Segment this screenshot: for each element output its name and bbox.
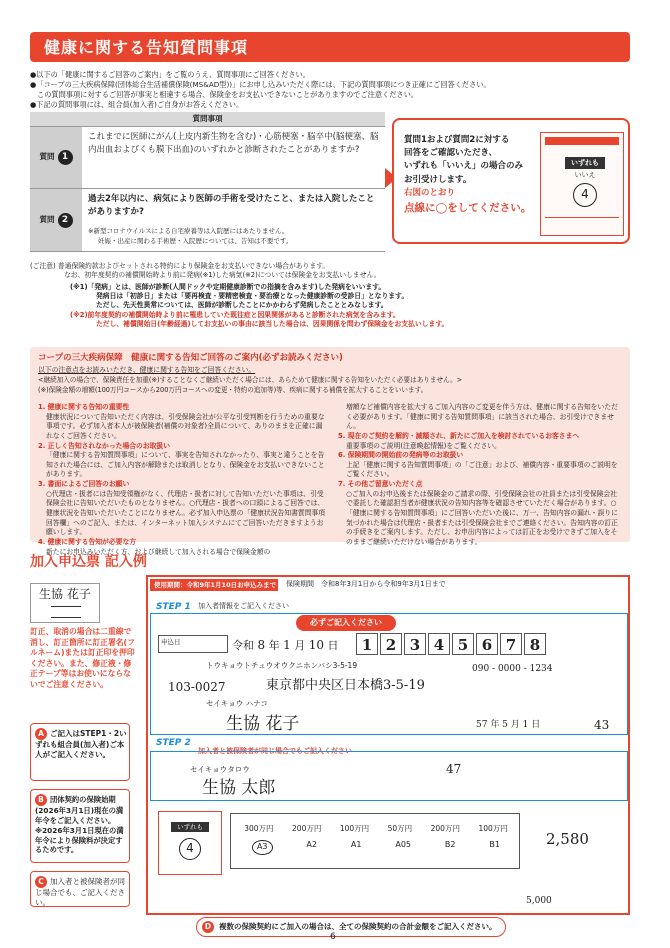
circle-a-icon: A [35, 728, 47, 740]
plan-code[interactable]: B2 [444, 840, 456, 849]
text-6: 上記「健康に関する告知質問事項」の「ご注意」および、補償内容・重要事項のご説明をご覧ください。 [346, 460, 618, 479]
callout-line-6: 点線に◯をしてください。 [404, 201, 532, 214]
correction-sample [30, 583, 100, 623]
plan-price: 200万円 [430, 824, 460, 833]
form-sheet [146, 575, 630, 915]
insured-kana: セイキョウタロウ [190, 765, 250, 774]
digit-6: 6 [476, 633, 498, 655]
plan-codes [235, 840, 517, 855]
period-label: 使用期間：令和9年1月10日お申込みまで [150, 579, 278, 591]
table-header: 質問事項 [30, 112, 385, 126]
answer-callout [392, 118, 630, 244]
important-col-left [38, 403, 328, 557]
q2-number-icon: 2 [58, 213, 73, 228]
text-5: 重要事項のご説明(注意喚起情報)をご覧ください。 [346, 441, 501, 450]
digit-8: 8 [524, 633, 546, 655]
note-b-text [35, 794, 127, 855]
important-sub-2: <継続加入の場合で、保険責任を加重(※)することなくご継続いただく場合には、あらためて健康に関する告知をいただく必要はありません。> [38, 376, 463, 384]
mini-form-example [540, 132, 624, 236]
heading-6: 6. 保険期間の開始前の発病等のお取扱い [338, 451, 464, 460]
plan-price: 50万円 [387, 824, 413, 833]
question-1-label [30, 127, 82, 188]
plan-price: 300万円 [244, 824, 274, 833]
page-title: 健康に関する告知質問事項 [44, 38, 249, 57]
plan-code[interactable]: A1 [350, 840, 362, 849]
date-cell [158, 635, 228, 653]
note-b-content: 団体契約の保険始期(2026年3月1日)現在の満年令をご記入ください。※2026年3月1日現在の満年令により保険料が決定するためです。 [35, 795, 124, 855]
circle-b-icon: B [35, 794, 47, 806]
intro-3: この質問事項に対するご回答が事実と相違する場合、保険金をお支払いできないことがありますのでご注意ください。 [37, 90, 418, 99]
plan-code-selected[interactable]: A3 [252, 840, 273, 855]
callout-text [404, 134, 532, 216]
callout-line-3: いずれも「いいえ」の場合のみ [404, 161, 524, 172]
plan-prices [235, 824, 517, 834]
strike-lines [51, 606, 81, 618]
plan-price: 100万円 [339, 824, 370, 833]
must-fill-bubble: 必ずご記入ください [296, 615, 396, 631]
postal-code: 103-0027 [168, 680, 226, 694]
important-col-right [338, 403, 623, 548]
step-2-text: 加入者と被保険者が同じ場合でもご記入ください [198, 747, 352, 755]
heading-2: 2. 正しく告知されなかった場合のお取扱い [38, 441, 171, 450]
date-month: 1 [283, 638, 291, 652]
note-a-box [30, 723, 130, 781]
important-sub-3: (※)保険金額の増額(100万円コースから200万円コースへの変更・特約の追加等)等、疾病に関する補償を拡大することをいいます。 [38, 386, 428, 394]
q1-number-icon: 1 [58, 150, 73, 165]
birth-date: 57 年 5 月 1 日 [476, 720, 541, 730]
heading-3: 3. 書面によるご回答のお願い [38, 480, 130, 489]
plan-code[interactable]: A05 [395, 840, 412, 849]
note-a-content: ご記入はSTEP1・2いずれも組合員(加入者)ご本人がご記入ください。 [35, 729, 127, 760]
digit-7: 7 [500, 633, 522, 655]
callout-line-1: 質問1および質問2に対する [404, 135, 510, 145]
digit-4: 4 [428, 633, 450, 655]
health-answer-label: いずれも [171, 822, 209, 832]
bottom-note [196, 917, 506, 937]
question-2-row [30, 188, 385, 252]
kana-address: トウキョウトチュウオウクニホンバシ3-5-19 [206, 661, 358, 670]
insured-age: 47 [446, 762, 462, 776]
note-3: (※1)「発病」とは、医師が診断(人間ドックや定期健康診断での指摘を含みます)した発病をいいます。 [70, 283, 386, 291]
note-c-text [35, 876, 127, 908]
step-2-label: STEP 2 [156, 738, 191, 748]
text-4: 新たにお申込みいただく方、および継続して加入される場合で保険金額の [46, 547, 271, 556]
circle-d-icon: D [202, 921, 214, 933]
note-c-box [30, 871, 130, 907]
heading-4: 4. 健康に関する告知が必要な方 [38, 537, 137, 546]
title-banner [30, 32, 630, 62]
plan-price: 200万円 [292, 824, 322, 833]
step-1-label: STEP 1 [156, 602, 191, 612]
callout-line-2: 回答をご確認いただき、 [404, 148, 498, 159]
callout-line-4: お引受けします。 [404, 174, 472, 185]
text-7: ○ご加入のお申込後または保険金のご請求の際、引受保険会社の社員または引受保険会社で委託した確認担当者が健康状況の告知内容等を確認させていただく場合があります。○「健康に関する告知質問事項」にご回答いただいた後に、万一、告知内容の漏れ・誤りに気づかれた場合は代理店・扱者または引受保険会社までご連絡ください。告知内容の訂正の手続きをご案内します。ただし、お申出内容によっては訂正をお受けできずご加入をそのままご継続いただけない場合があります。 [346, 489, 618, 546]
health-answer-circle: 4 [179, 838, 201, 860]
note-2: なお、初年度契約の補償開始時より前に発病(※1)した病気(※2)については保険金をお支払いしません。 [64, 271, 381, 279]
sample-signature: 生協 花子 [39, 587, 91, 601]
circle-c-icon: C [35, 876, 47, 888]
heading-7: 7. その他ご留意いただく点 [338, 480, 423, 489]
question-2-label [30, 189, 82, 251]
important-sub-1: 以下の注意点をお読みいただき、健康に関する告知をご回答ください。 [38, 366, 256, 374]
note-c-content: 加入者と被保険者が同じ場合でも、ご記入ください。 [35, 877, 125, 908]
health-answer-example [158, 811, 222, 875]
period-text: 保険期間 令和8年3月1日から令和9年3月1日まで [286, 580, 446, 588]
digit-2: 2 [380, 633, 402, 655]
mini-form-label: いずれも [565, 157, 605, 169]
text-1: 健康状況について告知いただく内容は、引受保険会社が公平な引受判断を行うための重要な事項です。必ず加入者本人が被保険者(補償の対象者)全員について、ありのままを正確に漏れなくご回答ください。 [46, 412, 325, 440]
question-2-note-2: 妊娠・出産に関わる手術歴・入院歴については、告知は不要です。 [98, 237, 293, 245]
date-year: 8 [257, 638, 266, 652]
question-2-note-1: ※新型コロナウイルスによる自宅療養等は入院歴にはあたりません。 [88, 227, 289, 235]
heading-1: 1. 健康に関する告知の重要性 [38, 403, 130, 411]
plan-table [230, 813, 520, 869]
mini-form-bar [545, 137, 619, 145]
date-day: 10 [308, 638, 325, 652]
note-1: (ご注意) 普通保険約款およびセットされる特約により保険金をお支払いできない場合があります。 [30, 262, 330, 270]
address: 東京都中央区日本橋3-5-19 [266, 678, 425, 693]
phone: 090 - 0000 - 1234 [472, 664, 553, 674]
text-3: ○代理店・扱者には告知受領権がなく、代理店・扱者に対して告知いただいた事項は、引受保険会社に告知いただいたものとなりません。○代理店・扱者への口頭によるご回答では、健康状況を告知いただいたことになりません。必ず加入申込票の「健康状況告知書質問事項回答欄」へのご記入、または、インターネット加入システムにてご回答いただきますようお願いします。 [46, 489, 326, 537]
question-table [30, 112, 385, 252]
digit-5: 5 [452, 633, 474, 655]
mini-form-value: いいえ [574, 171, 596, 179]
mini-form-circle: 4 [573, 183, 597, 207]
correction-note: 訂正、取消の場合は二重線で消し、訂正箇所に訂正署名(フルネーム)または訂正印を押印ください。また、修正液・修正テープ等はお使いにならないでご注意ください。 [30, 627, 135, 689]
note-6: (※2)前年度契約の補償開始時より前に罹患していた既往症と因果関係があると診断された病気を含みます。 [70, 311, 400, 319]
important-header: コープの三大疾病保障 健康に関する告知ご回答のご案内(必ずお読みください) [38, 353, 343, 363]
note-4: 発病日は「初診日」または「要再検査・要精密検査・要治療となった健康診断の受診日」となります。 [96, 292, 409, 300]
text-4-cont: 増額など補償内容を拡大するご加入内容のご変更を伴う方は、健康に関する告知をいただく必要があります。「健康に関する告知質問事項」に該当された場合、お引受けできません。 [346, 403, 618, 431]
total-amount: 5,000 [526, 896, 552, 906]
heading-5: 5. 現在のご契約を解約・減額され、新たにご加入を検討されているお客さまへ [338, 431, 580, 440]
kana-name: セイキョウ ハナコ [206, 699, 268, 708]
intro-2: ●「コープの三大疾病保障(団体総合生活補償保険(MS&AD型))」にお申し込みいただく際には、下記の質問事項につき正確にご回答ください。 [30, 80, 491, 89]
q1-label-text: 質問 [39, 152, 55, 162]
important-section [30, 347, 630, 556]
form-title: 加入申込票 記入例 [30, 554, 147, 570]
step-1-text: 加入者情報をご記入ください [198, 602, 289, 610]
plan-code[interactable]: A2 [306, 840, 317, 849]
note-5: ただし、先天性異常については、医師が診断したことにかかわらず発病したこととみなします。 [96, 301, 388, 309]
step-1-frame [150, 613, 628, 735]
intro-4: ●下記の質問事項には、組合員(加入者)ご自身がお答えください。 [30, 100, 244, 109]
member-number [356, 633, 548, 655]
plan-code[interactable]: B1 [489, 840, 500, 849]
note-b-box [30, 789, 130, 863]
question-1-text: これまでに医師にがん(上皮内新生物を含む)・心筋梗塞・脳卒中(脳梗塞、脳内出血およびくも膜下出血)のいずれかと診断されたことがありますか? [88, 132, 379, 156]
text-2: 「健康に関する告知質問事項」について、事実を告知されなかったり、事実と違うことを告知された場合には、ご加入内容が解除または取消しとなり、保険金をお支払いできないことがあります。 [46, 451, 325, 479]
digit-1: 1 [356, 633, 378, 655]
question-2-text: 過去2年以内に、病気により医師の手術を受けたこと、または入院したことがありますか? [88, 194, 375, 218]
applicant-age: 43 [594, 718, 610, 732]
note-a-text [35, 728, 127, 760]
date-value: 令和 8 年 1 月 10 日 [232, 638, 339, 652]
callout-line-5: 右図のとおり [404, 187, 456, 198]
premium-amount: 2,580 [546, 830, 589, 848]
note-7: ただし、補償開始日(年齢経過)してお支払いの事由に該当した場合は、因果関係を問わず保険金をお支払いします。 [96, 320, 449, 328]
applicant-name: 生協 花子 [226, 714, 300, 734]
page-number: 6 [330, 932, 336, 942]
plan-price: 100万円 [478, 824, 508, 833]
date-era: 令和 [232, 639, 254, 652]
insured-name: 生協 太郎 [202, 778, 276, 798]
intro-1: ●以下の「健康に関するご回答のご案内」をご覧のうえ、質問事項にご回答ください。 [30, 70, 310, 79]
mini-form-footer [545, 217, 619, 231]
question-1-row [30, 126, 385, 188]
digit-3: 3 [404, 633, 426, 655]
bottom-note-text: 複数の保険契約にご加入の場合は、全ての保険契約の合計金額をご記入ください。 [219, 922, 497, 931]
date-label: 申込日 [161, 638, 181, 646]
q2-label-text: 質問 [39, 214, 55, 224]
application-form-example [30, 575, 630, 915]
